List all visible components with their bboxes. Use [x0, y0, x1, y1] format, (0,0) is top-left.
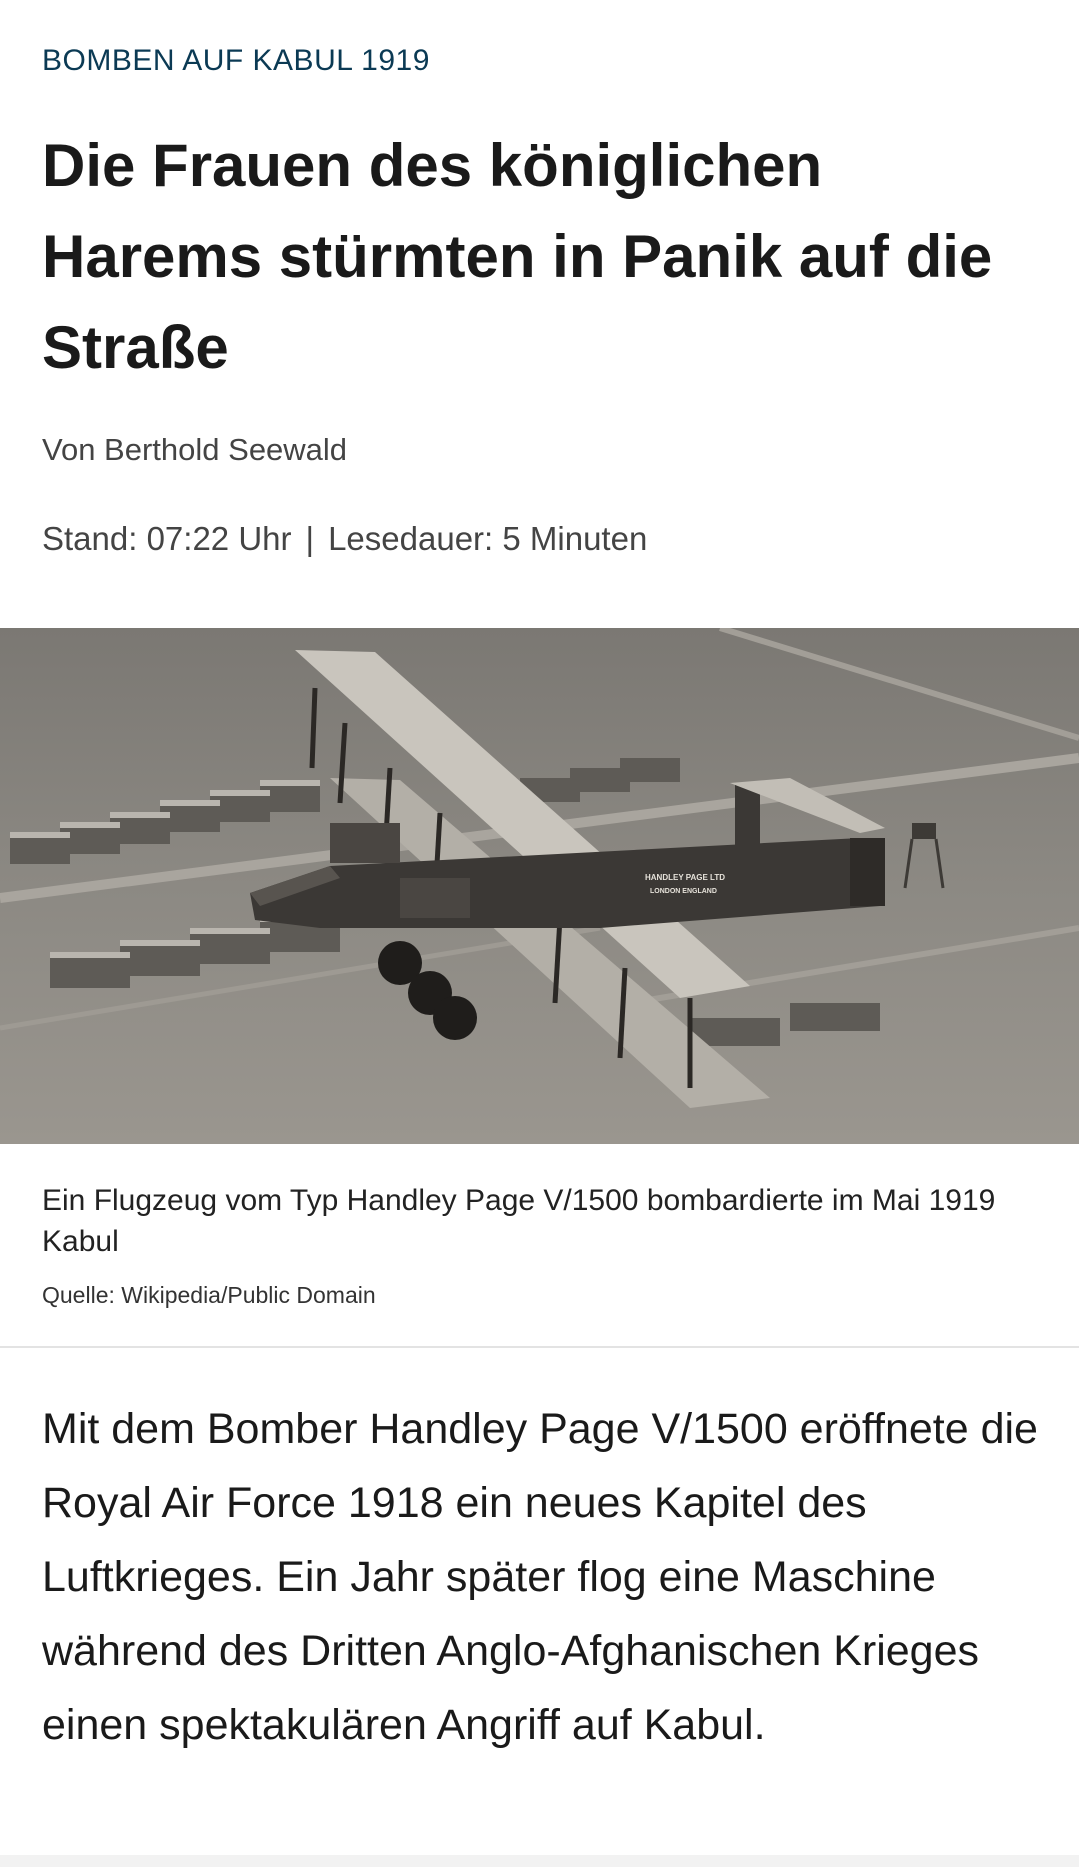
- divider: [0, 1346, 1079, 1348]
- reading-time: Lesedauer: 5 Minuten: [328, 520, 648, 557]
- article-meta: [42, 520, 647, 558]
- meta-separator: |: [305, 520, 315, 557]
- article-timestamp: Stand: 07:22 Uhr: [42, 520, 292, 557]
- article-headline: Die Frauen des königlichen Harems stürmten in Panik auf die Straße: [42, 132, 993, 381]
- article-lead: Mit dem Bomber Handley Page V/1500 eröffnete die Royal Air Force 1918 ein neues Kapitel des Luftkrieges. Ein Jahr später flog eine Maschine während des Dritten Anglo-Afghanischen Krieges einen spektakulären Angriff auf Kabul.: [42, 1405, 1038, 1749]
- bottom-bar: [0, 1855, 1079, 1867]
- hero-image[interactable]: [0, 628, 1079, 1144]
- fuselage-text-line1: HANDLEY PAGE LTD: [645, 873, 726, 882]
- biplane-photo: [0, 628, 1079, 1144]
- fuselage-text-line2: LONDON ENGLAND: [650, 888, 717, 895]
- article-author[interactable]: Von Berthold Seewald: [42, 432, 348, 467]
- article-kicker: BOMBEN AUF KABUL 1919: [42, 44, 430, 77]
- image-caption: Ein Flugzeug vom Typ Handley Page V/1500 bombardierte im Mai 1919 Kabul: [42, 1184, 996, 1258]
- image-credit: Quelle: Wikipedia/Public Domain: [42, 1282, 376, 1308]
